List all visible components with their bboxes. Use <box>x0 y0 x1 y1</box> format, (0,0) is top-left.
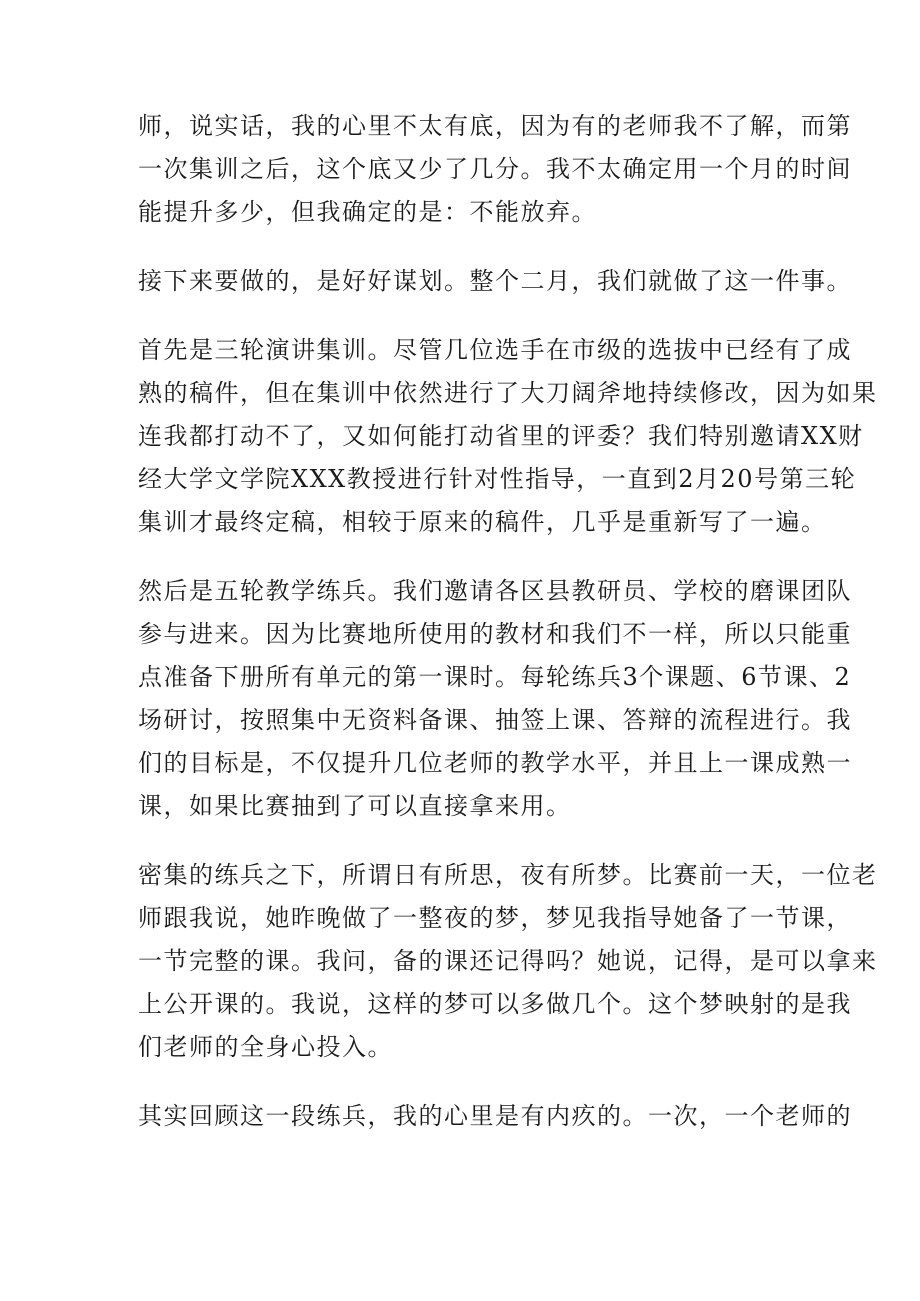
paragraph-gap <box>138 1069 792 1095</box>
text-line: 密集的练兵之下，所谓日有所思，夜有所梦。比赛前一天，一位老 <box>138 861 878 889</box>
text-line: 连我都打动不了，又如何能打动省里的评委？我们特别邀请XX财 <box>138 422 864 450</box>
paragraph-4 <box>138 570 852 828</box>
text-line: 点准备下册所有单元的第一课时。每轮练兵3个课题、6节课、2 <box>138 663 852 691</box>
text-line: 能提升多少，但我确定的是：不能放弃。 <box>138 198 597 226</box>
text-line: 一节完整的课。我问，备的课还记得吗？她说，记得，是可以拿来 <box>138 947 878 975</box>
text-line: 师跟我说，她昨晚做了一整夜的梦，梦见我指导她备了一节课， <box>138 904 852 932</box>
paragraph-gap <box>138 303 792 329</box>
text-line: 参与进来。因为比赛地所使用的教材和我们不一样，所以只能重 <box>138 620 852 648</box>
paragraph-gap <box>138 544 792 570</box>
text-line: 然后是五轮教学练兵。我们邀请各区县教研员、学校的磨课团队 <box>138 577 852 605</box>
text-line: 接下来要做的，是好好谋划。整个二月，我们就做了这一件事。 <box>138 267 852 295</box>
text-line: 课，如果比赛抽到了可以直接拿来用。 <box>138 792 572 820</box>
text-line: 首先是三轮演讲集训。尽管几位选手在市级的选拔中已经有了成 <box>138 336 852 364</box>
text-line: 一次集训之后，这个底又少了几分。我不太确定用一个月的时间 <box>138 155 852 183</box>
text-line: 其实回顾这一段练兵，我的心里是有内疚的。一次，一个老师的 <box>138 1102 852 1130</box>
text-line: 上公开课的。我说，这样的梦可以多做几个。这个梦映射的是我 <box>138 990 852 1018</box>
paragraph-3 <box>138 329 878 544</box>
text-line: 集训才最终定稿，相较于原来的稿件，几乎是重新写了一遍。 <box>138 508 827 536</box>
paragraph-5 <box>138 854 878 1069</box>
paragraph-gap <box>138 828 792 854</box>
text-line: 们的目标是，不仅提升几位老师的教学水平，并且上一课成熟一 <box>138 749 852 777</box>
text-line: 们老师的全身心投入。 <box>138 1033 393 1061</box>
paragraph-2 <box>138 260 852 303</box>
text-line: 师，说实话，我的心里不太有底，因为有的老师我不了解，而第 <box>138 112 852 140</box>
paragraph-1 <box>138 105 852 234</box>
paragraph-6 <box>138 1095 852 1138</box>
text-line: 熟的稿件，但在集训中依然进行了大刀阔斧地持续修改，因为如果 <box>138 379 878 407</box>
text-line: 经大学文学院XXX教授进行针对性指导，一直到2月20号第三轮 <box>138 465 857 493</box>
text-line: 场研讨，按照集中无资料备课、抽签上课、答辩的流程进行。我 <box>138 706 852 734</box>
paragraph-gap <box>138 234 792 260</box>
